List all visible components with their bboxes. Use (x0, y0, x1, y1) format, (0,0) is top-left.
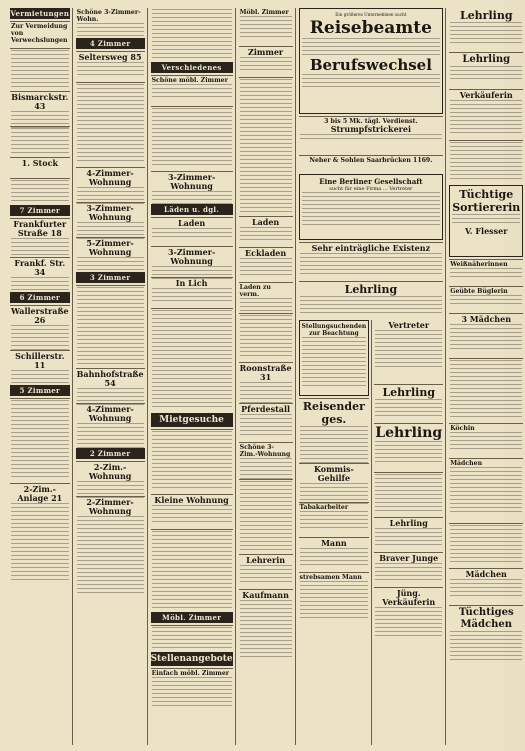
listing-block (10, 178, 70, 203)
ad-buglerin: Geübte Büglerin (449, 286, 523, 311)
section-header-laeden: Läden u. dgl. (151, 204, 233, 215)
section-header-verschiedenes: Verschiedenes (151, 62, 233, 73)
listing-block (239, 479, 293, 552)
section-header-2-zimmer: 2 Zimmer (76, 448, 145, 459)
listing-block (239, 313, 293, 360)
listing-ad: Roonstraße 31 (239, 362, 293, 401)
ad-maedchen-2: Mädchen (449, 568, 523, 603)
listing-block (10, 48, 70, 89)
ad-lehrling-2: Lehrling (374, 384, 443, 421)
listing-ad: 3-Zimmer-Wohnung (151, 246, 233, 275)
notice-intro: Zur Vermeidung von Verwechslungen (10, 21, 70, 46)
listing-ad: Kleine Wohnung (151, 494, 233, 527)
ad-lehrling-4: Lehrling (374, 517, 443, 550)
listing-block (151, 529, 233, 610)
column-6 (449, 8, 525, 745)
ad-tabak: Tabakarbeiter (299, 502, 370, 535)
listing-block (151, 429, 233, 492)
ad-existenz: Sehr einträgliche Existenz (299, 242, 444, 279)
listing-block (239, 77, 293, 214)
listing-ad: Schöne 3-Zim.-Wohnung (239, 442, 293, 477)
listing-ad: Seltersweg 85 (76, 51, 145, 80)
section-header-mietgesuche: Mietgesuche (151, 413, 233, 427)
listing-ad: Schillerstr. 11 (10, 350, 70, 383)
listing-ad: Schöne möbl. Zimmer (151, 75, 233, 104)
subcolumn-right (374, 320, 443, 745)
listing-ad: Kaufmann (239, 589, 293, 745)
listing-ad: Pferdestall (239, 403, 293, 440)
column-4 (239, 8, 296, 745)
listing-block (151, 625, 233, 650)
listing-ad: Laden (151, 217, 233, 244)
column-3 (151, 8, 236, 745)
listing-block (76, 285, 145, 366)
listing-block (10, 126, 70, 155)
listing-ad: Laden (239, 216, 293, 245)
listing-ad: Eckladen (239, 247, 293, 280)
listing-ad: Bahnhofstraße 54 (76, 368, 145, 401)
listing-ad: Zimmer (239, 46, 293, 75)
listing-block (449, 140, 523, 183)
listing-ad: 4-Zimmer-Wohnung (76, 167, 145, 200)
ad-lehrling-2: Lehrling (449, 52, 523, 87)
section-header-6-zimmer: 6 Zimmer (10, 292, 70, 303)
listing-ad: Wallerstraße 26 (10, 305, 70, 348)
listing-ad: Laden zu verm. (239, 282, 293, 311)
ad-lehrling: Lehrling (299, 281, 444, 318)
listing-block (151, 106, 233, 169)
listing-ad: 3-Zimmer-Wohnung (76, 202, 145, 235)
column-vermietungen (10, 8, 73, 745)
listing-ad: Frankf. Str. 34 (10, 257, 70, 290)
section-header-7-zimmer: 7 Zimmer (10, 205, 70, 216)
listing-block (76, 82, 145, 165)
listing-block (151, 308, 233, 411)
section-header-moebl-zimmer: Möbl. Zimmer (151, 612, 233, 623)
listing-ad: 2-Zimmer-Wohnung (76, 496, 145, 745)
listing-block (449, 358, 523, 421)
listing-ad: In Lich (151, 277, 233, 306)
listing-ad: 3-Zimmer-Wohnung (151, 171, 233, 202)
ad-maedchen: Mädchen (449, 458, 523, 521)
section-header-5-zimmer: 5 Zimmer (10, 385, 70, 396)
ad-gutmann: strebsamen Mann (299, 572, 370, 745)
ad-reisebeamte: Ein größeres Unternehmen sucht Reisebeamte Berufswechsel (299, 8, 444, 114)
listing-ad: Lehrerin (239, 554, 293, 587)
listing-ad: Schöne 3-Zimmer-Wohn. (76, 8, 145, 36)
ad-lehrling-3: Lehrling (374, 423, 443, 470)
ad-verkaeuferin: Jüng. Verkäuferin (374, 587, 443, 745)
listing-block (10, 398, 70, 481)
ad-verkaeuferin: Verkäuferin (449, 89, 523, 138)
ad-3-maedchen: 3 Mädchen (449, 313, 523, 356)
listing-block (449, 523, 523, 566)
ad-junge: Braver Junge (374, 552, 443, 585)
section-header-stellenangebote: Stellenangebote (150, 654, 233, 664)
listing-ad: 5-Zimmer-Wohnung (76, 237, 145, 270)
listing-heading: 1. Stock (10, 157, 70, 176)
ad-mann: Mann (299, 537, 370, 570)
split-columns (299, 320, 444, 745)
ad-kommis: Kommis-Gehilfe (299, 463, 370, 500)
ad-vertreter: Vertreter (374, 320, 443, 382)
ad-tuechtiges-maedchen: Tüchtiges Mädchen (449, 605, 523, 745)
ad-weissnaeherinnen: Weißnäherinnen (449, 259, 523, 284)
listing-ad: Bismarckstr. 43 (10, 91, 70, 124)
ad-sortiererin: Tüchtige Sortiererin V. Flesser (449, 185, 523, 257)
listing-ad: 2-Zim.-Anlage 21 (10, 483, 70, 745)
listing-ad: Einfach möbl. Zimmer (151, 668, 233, 745)
ad-berliner-gesellschaft: Eine Berliner Gesellschaft sucht für eine Firma ... Vertreter (299, 174, 444, 240)
section-header-vermietungen: Vermietungen (10, 9, 70, 18)
ad-lehrling: Lehrling (449, 8, 523, 50)
column-stellenangebote-main (299, 8, 447, 745)
listing-block (151, 8, 233, 60)
listing-ad: Möbl. Zimmer (239, 8, 293, 44)
subcolumn-left (299, 320, 373, 745)
listing-ad: Frankfurter Straße 18 (10, 218, 70, 255)
listing-ad: 4-Zimmer-Wohnung (76, 403, 145, 446)
ad-reisender: Reisender ges. (299, 398, 370, 461)
section-header-3-zimmer: 3 Zimmer (76, 272, 145, 283)
column-2 (76, 8, 148, 745)
ad-stellungsuchende: Stellungsuchenden zur Beachtung (299, 320, 370, 396)
ad-firma: Neher & Sohlen Saarbrücken 1169. (299, 155, 444, 172)
ad-strumpfstrickerei: 3 bis 5 Mk. tägl. Verdienst. Strumpfstrickerei (299, 116, 444, 153)
section-header-4-zimmer: 4 Zimmer (76, 38, 145, 49)
listing-ad: 2-Zim.-Wohnung (76, 461, 145, 494)
listing-block (374, 472, 443, 515)
ad-koechin: Köchin (449, 423, 523, 456)
